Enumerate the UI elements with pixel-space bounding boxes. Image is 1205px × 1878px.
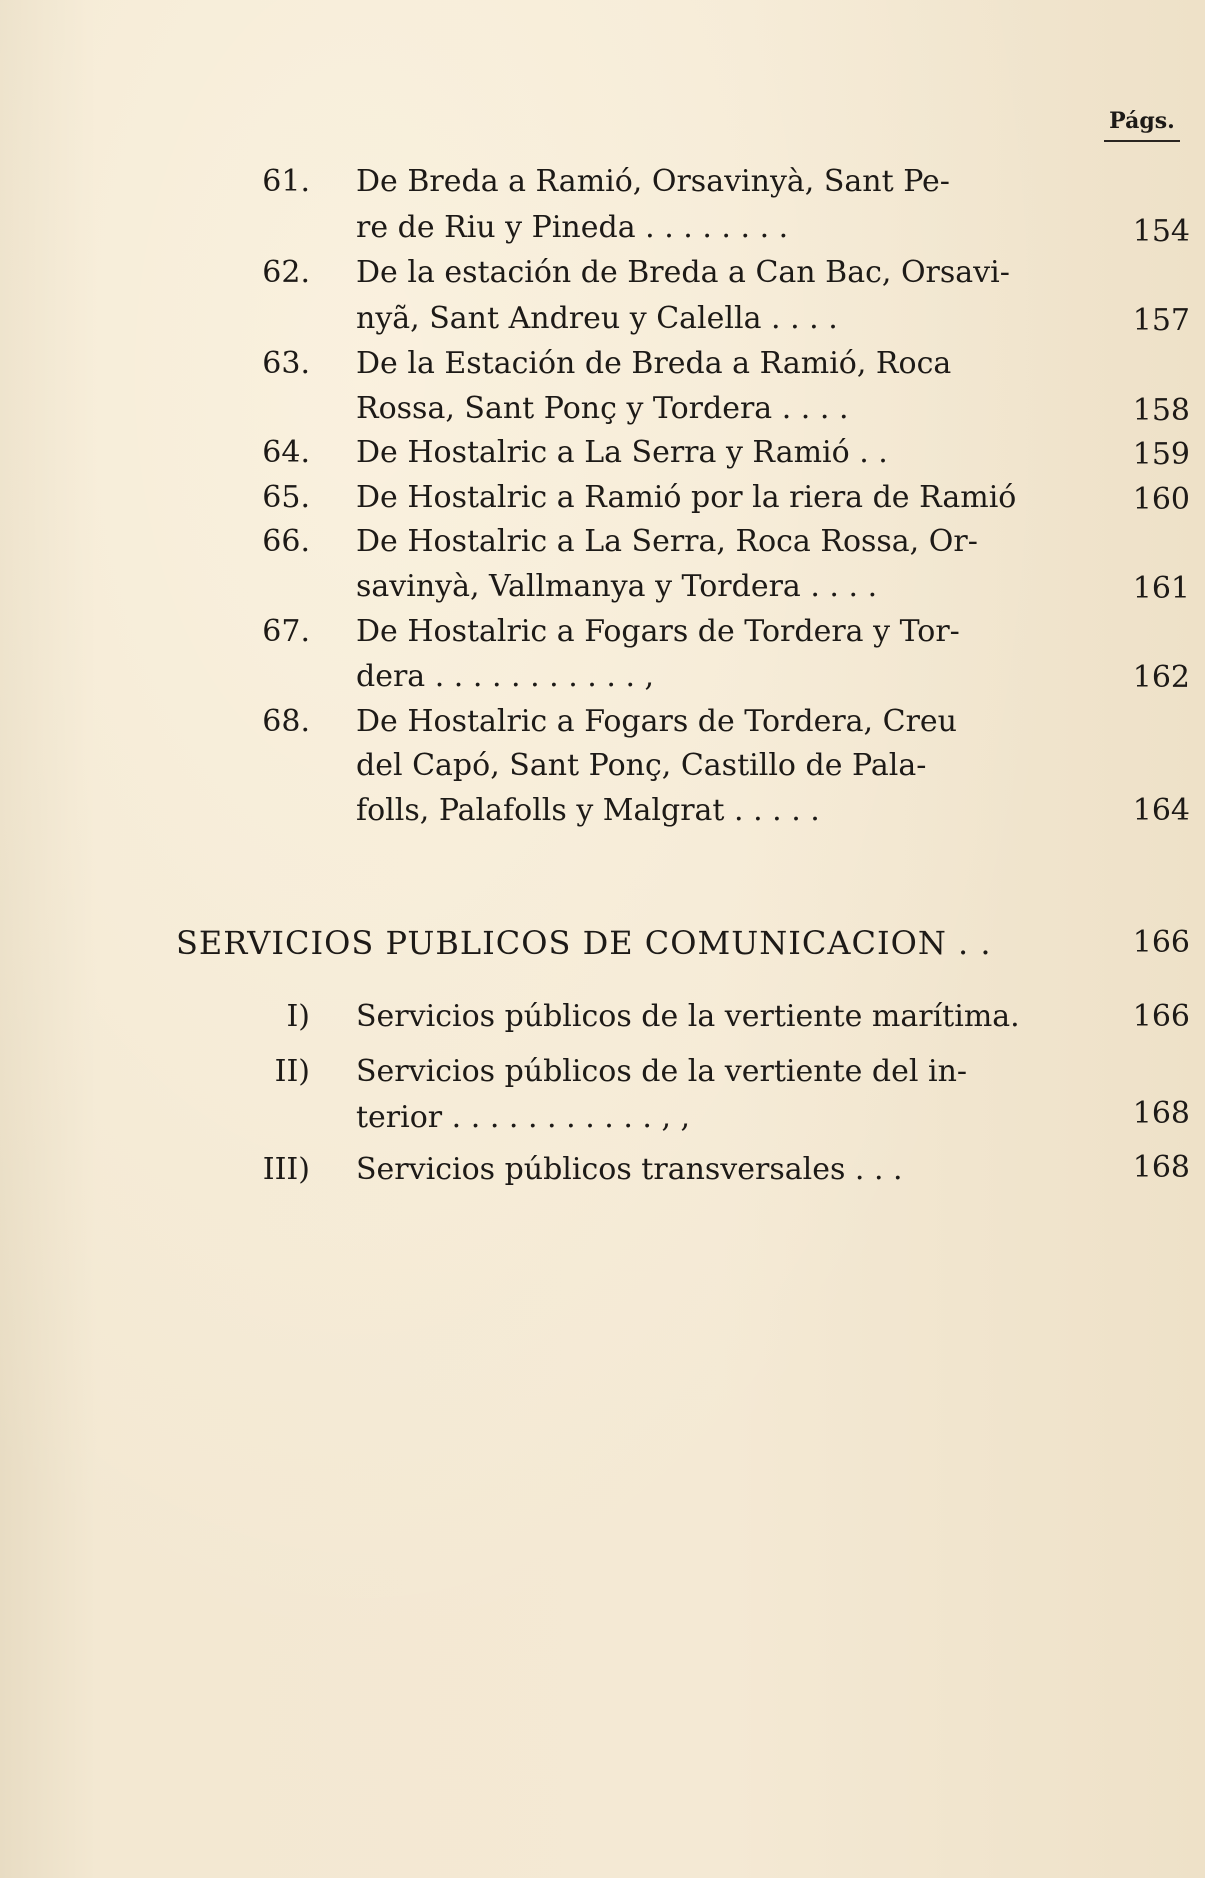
subsection-text: Servicios públicos transversales . . . — [356, 1152, 903, 1187]
entry-page: 160 — [1132, 482, 1190, 517]
entry-page: 154 — [1132, 214, 1190, 249]
section-page: 166 — [1132, 925, 1190, 960]
subsection-page: 168 — [1132, 1096, 1190, 1131]
entry-text: nyã, Sant Andreu y Calella . . . . — [356, 301, 838, 336]
subsection-number: II) — [274, 1054, 310, 1089]
entry-text: De Hostalric a La Serra y Ramió . . — [356, 435, 888, 470]
pages-column-header: Págs. — [1104, 108, 1180, 142]
entry-number: 67. — [262, 614, 310, 649]
entry-text: folls, Palafolls y Malgrat . . . . . — [356, 793, 820, 828]
subsection-text: terior . . . . . . . . . . . , , — [356, 1100, 691, 1135]
entry-text: Rossa, Sant Ponç y Tordera . . . . — [356, 391, 849, 426]
entry-page: 161 — [1132, 571, 1190, 606]
subsection-page: 166 — [1132, 999, 1190, 1034]
entry-number: 66. — [262, 524, 310, 559]
subsection-text: Servicios públicos de la vertiente marítima. — [356, 999, 1020, 1034]
entry-page: 164 — [1132, 793, 1190, 828]
entry-page: 157 — [1132, 303, 1190, 338]
subsection-text: Servicios públicos de la vertiente del in- — [356, 1054, 968, 1089]
entry-number: 63. — [262, 346, 310, 381]
entry-text: De la estación de Breda a Can Bac, Orsavi- — [356, 255, 1010, 290]
entry-text: re de Riu y Pineda . . . . . . . . — [356, 210, 789, 245]
entry-number: 65. — [262, 480, 310, 515]
entry-text: De Hostalric a Fogars de Tordera y Tor- — [356, 614, 960, 649]
subsection-number: I) — [286, 999, 310, 1034]
subsection-page: 168 — [1132, 1150, 1190, 1185]
entry-text: De Hostalric a Ramió por la riera de Ramió — [356, 480, 1017, 515]
entry-text: De la Estación de Breda a Ramió, Roca — [356, 346, 952, 381]
section-title: SERVICIOS PUBLICOS DE COMUNICACION . . — [176, 924, 992, 962]
entry-page: 159 — [1132, 437, 1190, 472]
entry-number: 68. — [262, 704, 310, 739]
entry-number: 61. — [262, 164, 310, 199]
entry-text: De Hostalric a La Serra, Roca Rossa, Or- — [356, 524, 978, 559]
subsection-number: III) — [262, 1152, 310, 1187]
entry-number: 64. — [262, 435, 310, 470]
entry-number: 62. — [262, 255, 310, 290]
entry-text: del Capó, Sant Ponç, Castillo de Pala- — [356, 748, 927, 783]
entry-text: savinyà, Vallmanya y Tordera . . . . — [356, 569, 878, 604]
entry-text: dera . . . . . . . . . . . , — [356, 659, 655, 694]
entry-page: 158 — [1132, 393, 1190, 428]
entry-text: De Breda a Ramió, Orsavinyà, Sant Pe- — [356, 164, 950, 199]
entry-text: De Hostalric a Fogars de Tordera, Creu — [356, 704, 957, 739]
entry-page: 162 — [1132, 660, 1190, 695]
